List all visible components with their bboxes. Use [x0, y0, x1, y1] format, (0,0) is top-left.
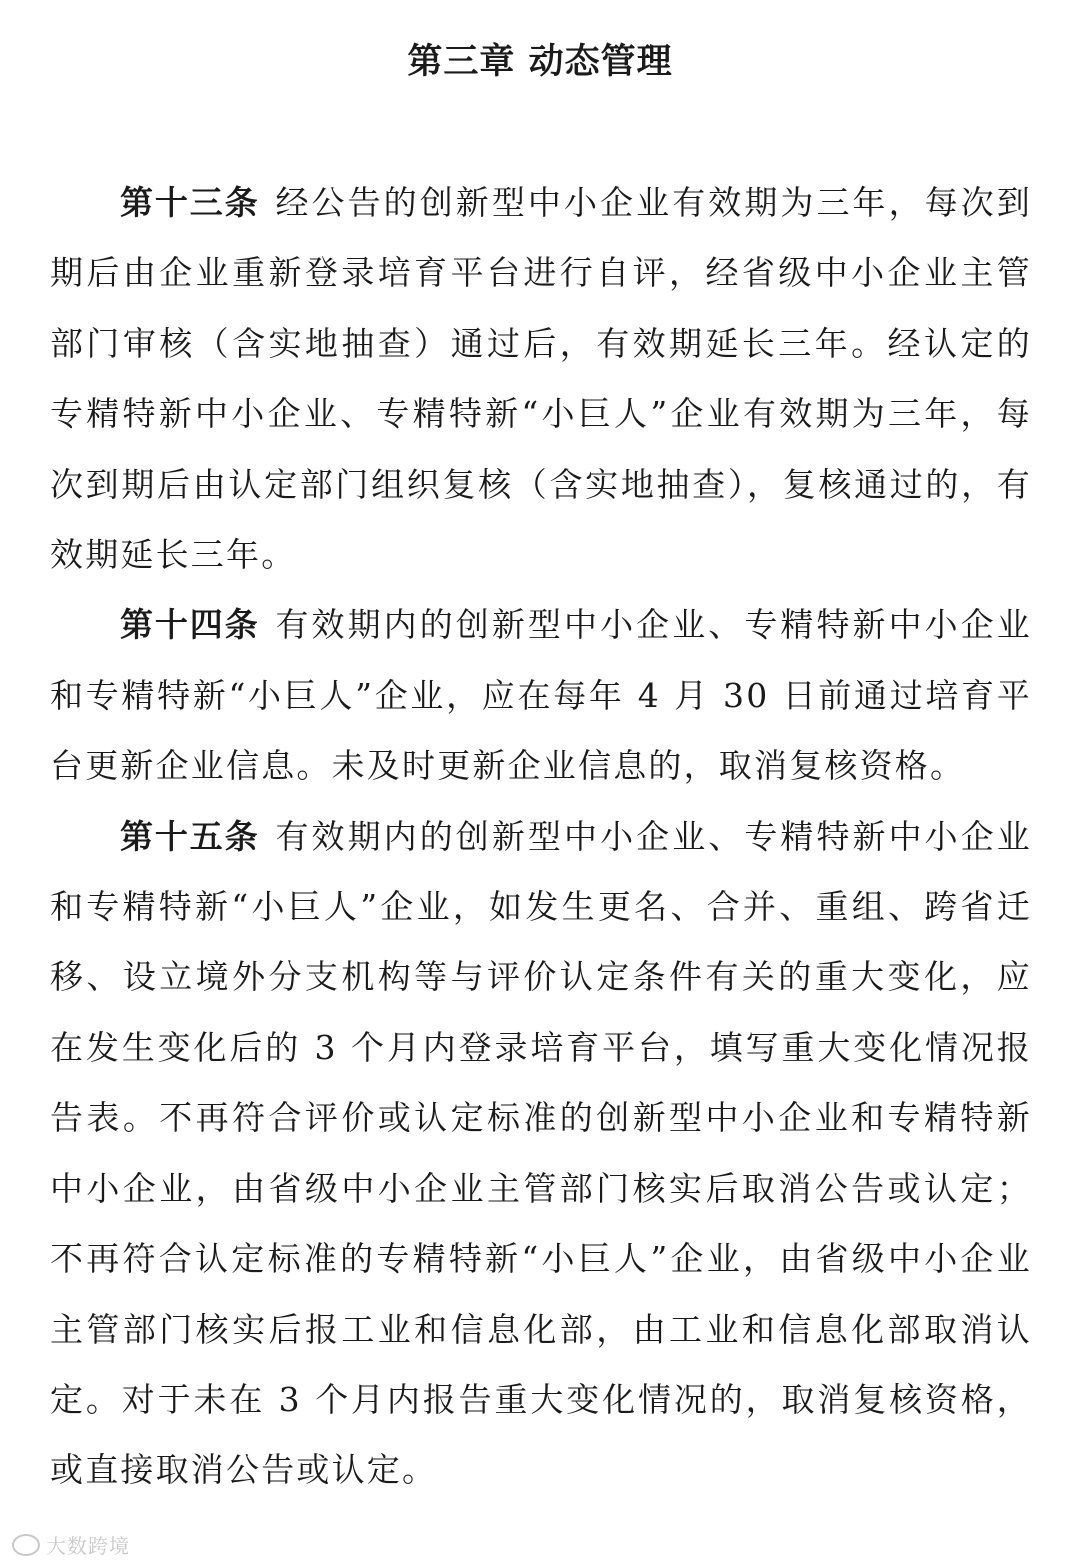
watermark — [12, 1530, 130, 1559]
document-body — [50, 168, 1032, 1506]
article-13 — [50, 168, 1032, 590]
watermark-logo-icon — [12, 1534, 40, 1556]
article-label: 第十四条 — [120, 605, 260, 645]
article-text: 有效期内的创新型中小企业、专精特新中小企业和专精特新“小巨人”企业，如发生更名、合并、重组、跨省迁移、设立境外分支机构等与评价认定条件有关的重大变化，应在发生变化后的 3 个月内登录培育平台，填写重大变化情况报告表。不再符合评价或认定标准的创新型中小企业和专精特新中小企业，由省级中小企业主管部门核实后取消公告或认定；不再符合认定标准的专精特新“小巨人”企业，由省级中小企业主管部门核实后报工业和信息化部，由工业和信息化部取消认定。对于未在 3 个月内报告重大变化情况的，取消复核资格，或直接取消公告或认定。 — [50, 816, 1032, 1490]
article-label: 第十五条 — [120, 816, 260, 856]
watermark-text: 大数跨境 — [46, 1534, 130, 1558]
article-text: 有效期内的创新型中小企业、专精特新中小企业和专精特新“小巨人”企业，应在每年 4 月 30 日前通过培育平台更新企业信息。未及时更新企业信息的，取消复核资格。 — [50, 605, 1032, 786]
article-15 — [50, 802, 1032, 1506]
article-label: 第十三条 — [120, 183, 260, 222]
article-text: 经公告的创新型中小企业有效期为三年，每次到期后由企业重新登录培育平台进行自评，经省级中小企业主管部门审核（含实地抽查）通过后，有效期延长三年。经认定的专精特新中小企业、专精特新“小巨人”企业有效期为三年，每次到期后由认定部门组织复核（含实地抽查），复核通过的，有效期延长三年。 — [50, 183, 1032, 575]
chapter-title: 第三章 动态管理 — [407, 42, 673, 82]
article-14 — [50, 590, 1032, 801]
